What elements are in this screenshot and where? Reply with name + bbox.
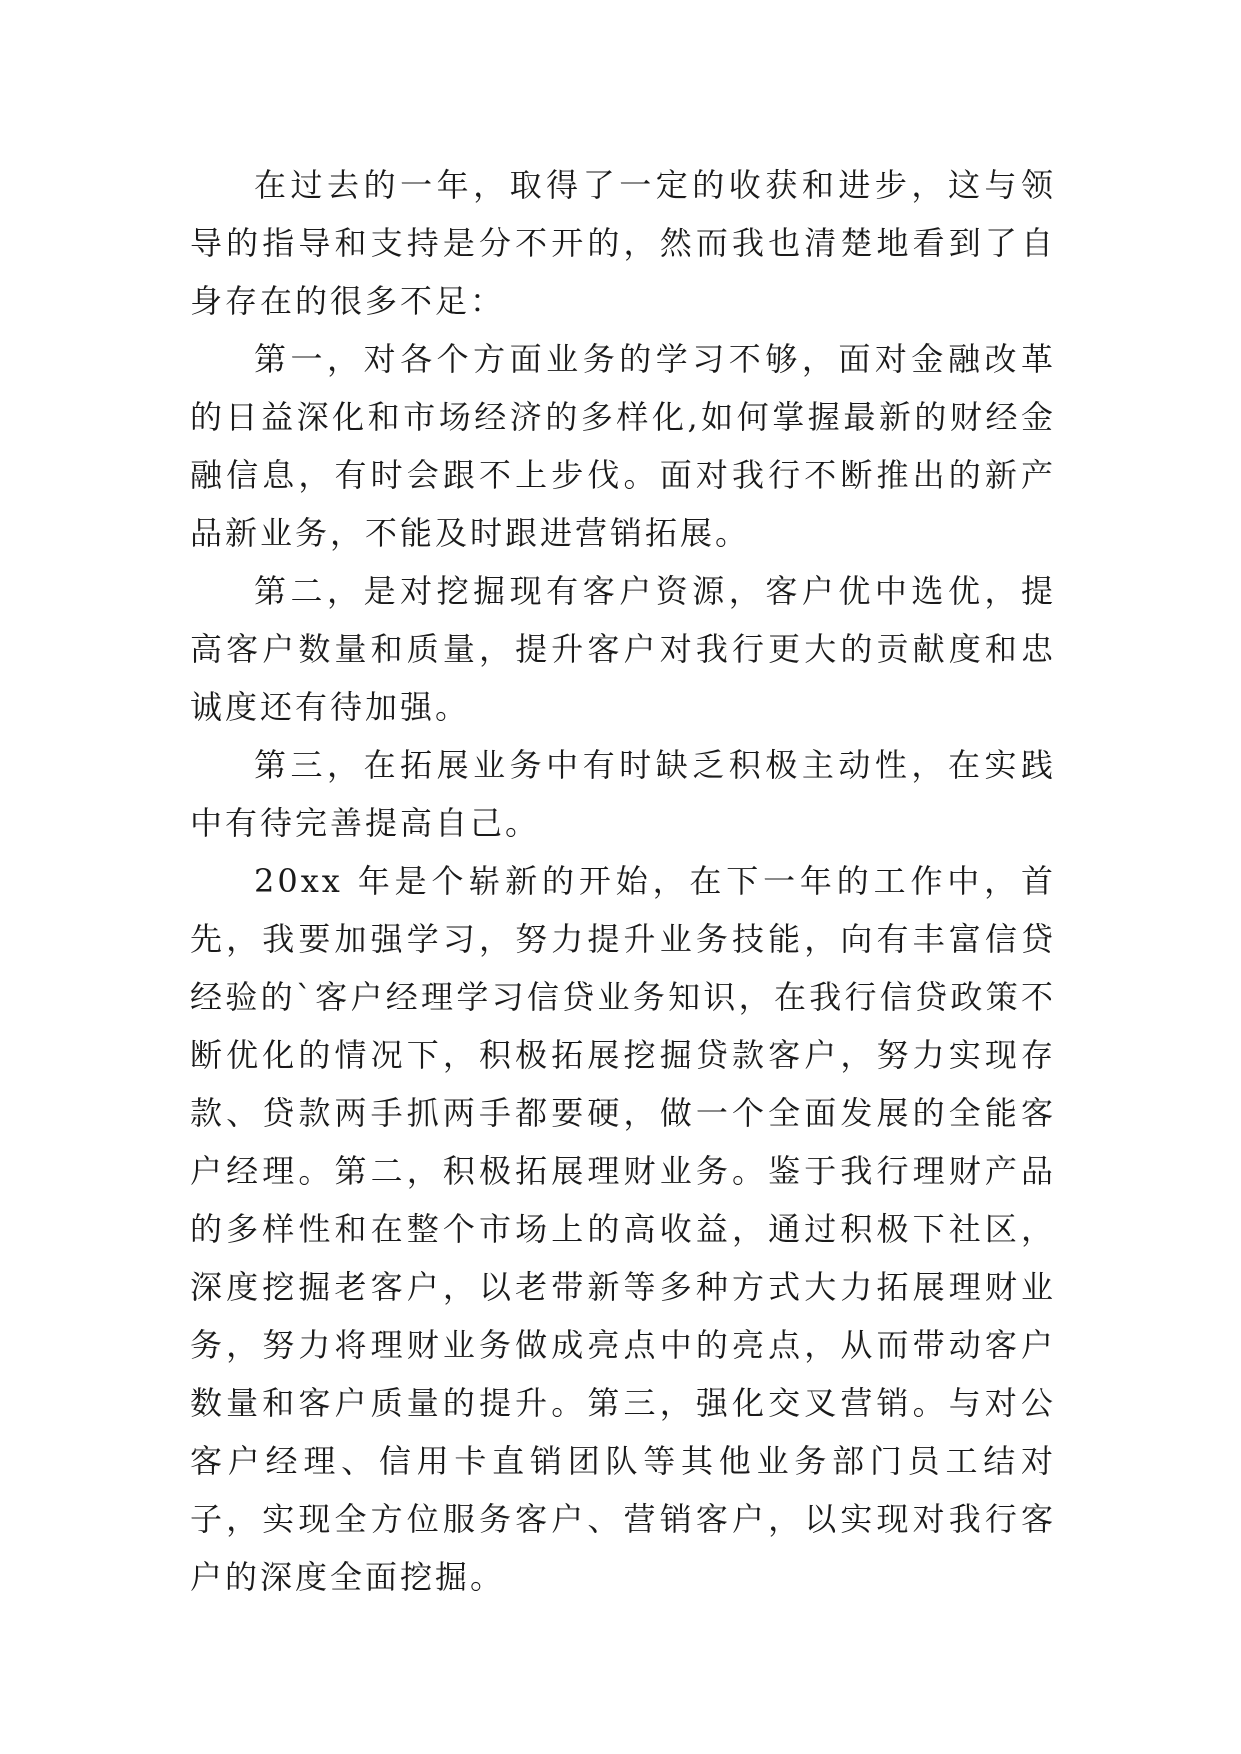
document-body [190, 156, 1056, 1606]
paragraph-third-point: 第三，在拓展业务中有时缺乏积极主动性，在实践中有待完善提高自己。 [190, 746, 1056, 842]
paragraph-shortcomings-intro: 在过去的一年，取得了一定的收获和进步，这与领导的指导和支持是分不开的，然而我也清楚地看到了自身存在的很多不足： [190, 166, 1056, 320]
paragraph-first-point: 第一，对各个方面业务的学习不够，面对金融改革的日益深化和市场经济的多样化,如何掌握最新的财经金融信息，有时会跟不上步伐。面对我行不断推出的新产品新业务，不能及时跟进营销拓展。 [190, 340, 1056, 552]
paragraph-next-year-plan: 20xx 年是个崭新的开始，在下一年的工作中，首先，我要加强学习，努力提升业务技能，向有丰富信贷经验的`客户经理学习信贷业务知识，在我行信贷政策不断优化的情况下，积极拓展挖掘贷款客户，努力实现存款、贷款两手抓两手都要硬，做一个全面发展的全能客户经理。第二，积极拓展理财业务。鉴于我行理财产品的多样性和在整个市场上的高收益，通过积极下社区，深度挖掘老客户，以老带新等多种方式大力拓展理财业务，努力将理财业务做成亮点中的亮点，从而带动客户数量和客户质量的提升。第三，强化交叉营销。与对公客户经理、信用卡直销团队等其他业务部门员工结对子，实现全方位服务客户、营销客户，以实现对我行客户的深度全面挖掘。 [190, 862, 1056, 1596]
paragraph-second-point: 第二，是对挖掘现有客户资源，客户优中选优，提高客户数量和质量，提升客户对我行更大的贡献度和忠诚度还有待加强。 [190, 572, 1056, 726]
